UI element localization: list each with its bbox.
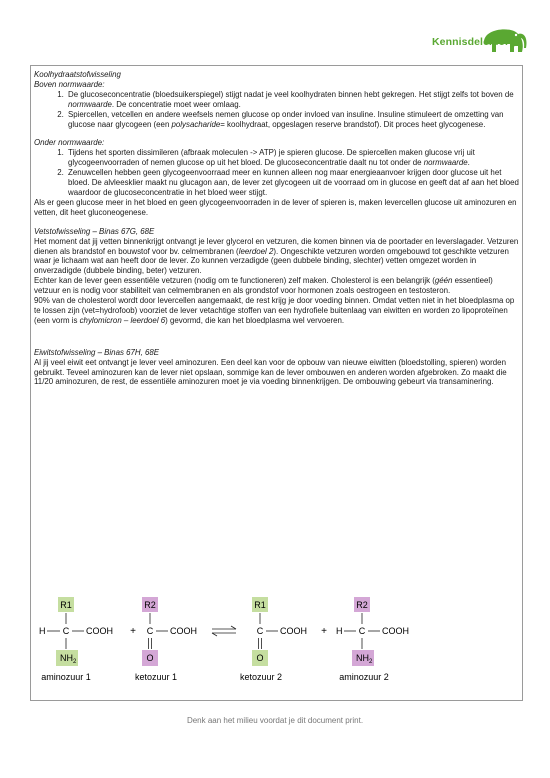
h-label-1: H [39,626,46,636]
boven-item-2: 2. Spiercellen, vetcellen en andere weefsels nemen glucose op onder invloed van insuline. Insuline stimuleert de omzetting van glucose naar glycogeen (een polysacharide= koolhydraat, opgeslagen reserve brandstof). Dit proces heet glycogenese. [66,110,520,130]
molecule-aminozuur-2 [336,597,409,682]
r1-label-1: R1 [60,600,72,610]
c-label-3: C [256,626,264,636]
c-label-1: C [62,626,70,636]
footer-note: Denk aan het milieu voordat je dit document print. [186,716,364,725]
c-label-4: C [358,626,366,636]
boven-item-1: 1. De glucoseconcentratie (bloedsuikerspiegel) stijgt nadat je veel koolhydraten binnen hebt gekregen. Het stijgt zelfs tot boven de normwaarde. De concentratie moet weer omlaag. [66,90,520,110]
onder-list [34,148,520,198]
logo-text: Kennisdelen.org [432,36,516,48]
cooh-label-3: COOH [280,626,307,636]
onder-item-2: 2. Zenuwcellen hebben geen glycogeenvoorraad meer en kunnen alleen nog maar energieaanvoer krijgen door glucose uit het bloed. De alvleesklier maakt nu glucagon aan, de lever zet glycogeen uit de voorraad om in glucose en geeft dat af aan het bloed waardoor de glucoseconcentratie in het bloed weer stijgt. [66,168,520,198]
ketozuur-2-label: ketozuur 2 [239,672,283,682]
boven-list [34,90,520,130]
document-content [34,70,520,387]
equilibrium-arrow-icon [212,626,236,636]
section-title-eiwit: Eiwitstofwisseling – Binas 67H, 68E [34,347,159,357]
c-label-2: C [146,626,154,636]
vet-paragraph-3: 90% van de cholesterol wordt door levercellen aangemaakt, de rest krijg je door voeding binnen. Omdat vetten niet in het bloedplasma op te lossen zijn (vet=hydrofoob) voorziet de lever vetachtige stoffen van een hydrofiele buitenlaag van eiwitten en worden zo lipoproteïnen (een vorm is chylomicron – leerdoel 6) gevormd, die kan het bloedplasma wel vervoeren. [34,296,515,325]
ketozuur-1-label: ketozuur 1 [134,672,178,682]
molecule-ketozuur-2 [240,597,307,682]
h-label-2: H [336,626,343,636]
eiwit-paragraph: Al jij veel eiwit eet ontvangt je lever veel aminozuren. Een deel kan voor de opbouw van nieuwe eiwitten (bloedstolling, spieren) worden gebruikt. Teveel aminozuren kan de lever niet opslaan, sommige kan de lever ombouwen en anderen worden afgebroken. Zo maakt die 11/20 aminozuren, de rest, de essentiële aminozuren moet je via voeding binnenkrijgen. De ombouwing gebeurt via transaminering. [34,357,507,387]
cooh-label-2: COOH [170,626,197,636]
aminozuur-2-label: aminozuur 2 [339,672,389,682]
subsection-title-onder: Onder normwaarde: [34,138,105,148]
r1-label-2: R1 [254,600,266,610]
plus-sign-2: + [321,626,327,637]
vet-paragraph-2: Echter kan de lever geen essentiële vetzuren (nodig om te functioneren) zelf maken. Cholesterol is een belangrijk (géén essentieel) vetzuur en is nodig voor stabiliteit van celmembranen en als grondstof voor hormonen zoals oestrogeen en testosteron. [34,276,493,296]
nh2-label-2: $NH_2$ [356,653,373,665]
nh2-label-1: $NH_2$ [60,653,77,665]
onder-item-1: 1. Tijdens het sporten dissimileren (afbraak moleculen -> ATP) je spieren glucose. De spiercellen maken glucose vrij uit glycogeenvoorraden of nemen glucose op uit het bloed. De glucoseconcentratie daalt nu tot onder de normwaarde. [66,148,520,168]
section-title-vet: Vetstofwisseling – Binas 67G, 68E [34,226,155,236]
cooh-label-4: COOH [382,626,409,636]
section-title-koolhydraat: Koolhydraatstofwisseling [34,70,121,79]
plus-sign-1: + [130,626,136,637]
molecule-ketozuur-1 [135,597,197,682]
kennisdelen-logo [418,22,530,56]
aminozuur-1-label: aminozuur 1 [41,672,91,682]
o-label-2: O [256,653,264,663]
molecule-aminozuur-1 [39,597,113,682]
koolhydraat-conclusion: Als er geen glucose meer in het bloed en geen glycogeenvoorraden in de lever of spieren is, maken levercellen glucose uit aminozuren en vetten, dit heet gluconeogenese. [34,197,517,217]
o-label-1: O [146,653,154,663]
transaminering-diagram [34,596,494,691]
subsection-title-boven: Boven normwaarde: [34,79,105,89]
vet-paragraph-1: Het moment dat jij vetten binnenkrijgt ontvangt je lever glycerol en vetzuren, die komen binnen via de poortader en leverslagader. Vetzuren dienen als brandstof en bouwstof voor bv. celmembranen (leerdoel 2). Ongeschikte vetzuren worden omgebouwd tot geschikte vetzuren waar je lichaam wat aan heeft door de lever. Zo kunnen verzadigde (geen dubbele binding, slechter) vetten omgezet worden in onverzadigde (dubbele binding, beter) vetzuren. [34,236,519,276]
cooh-label-1: COOH [86,626,113,636]
r2-label-1: R2 [144,600,156,610]
r2-label-2: R2 [356,600,368,610]
